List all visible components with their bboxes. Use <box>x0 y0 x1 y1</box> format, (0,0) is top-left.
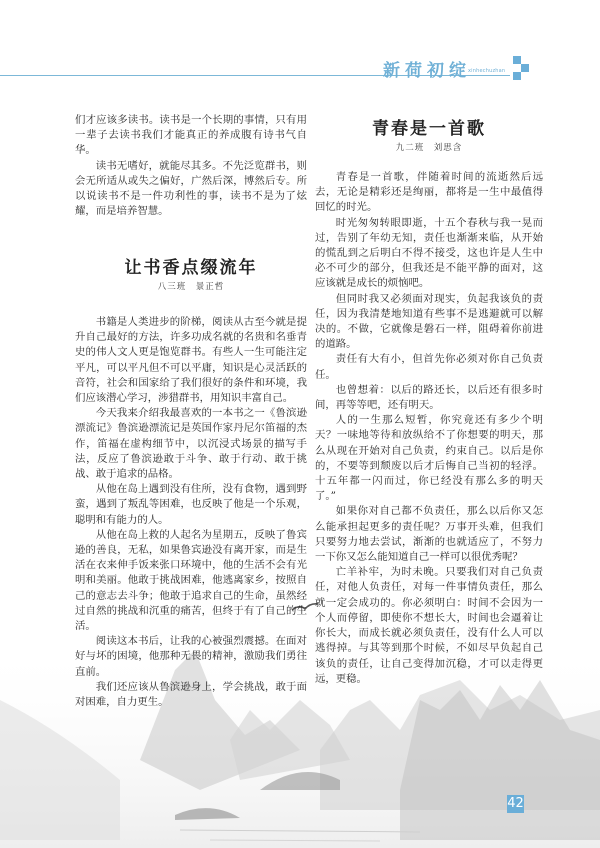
paragraph: 读书无嗜好，就能尽其多。不先泛览群书，则会无所适从或失之偏好，广然后深，博然后专。所以说读书不是一件功利性的事，读书不是为了炫耀，而是培养智慧。 <box>75 159 307 218</box>
paragraph: 但同时我又必须面对现实，负起我该负的责任，因为我清楚地知道有些事不是逃避就可以解决的。不做，它就像是磐石一样，阻碍着你前进的道路。 <box>315 292 543 351</box>
paragraph: 从他在岛上遇到没有住所，没有食物，遇到野蛮，遇到了叛乱等困难，也反映了他是一个乐观，聪明和有能力的人。 <box>75 483 307 526</box>
paragraph: 书籍是人类进步的阶梯，阅读从古至今就是提升自己最好的方法，许多功成名就的名贵和名垂青史的伟人文人更是饱览群书。有些人一生可能注定平凡，可以平凡但不可以平庸，知识是心灵活跃的音符，社会和国家给了我们很好的条件和环境，我们应该潜心学习，涉猎群书，用知识丰富自己。 <box>75 316 307 405</box>
paragraph: 也曾想着：以后的路还长，以后还有很多时间，再等等吧，还有明天。 <box>315 383 543 412</box>
paragraph: 时光匆匆转眼即逝，十五个春秋与我一晃而过，告别了年幼无知，责任也渐渐来临，从开始的慌乱到之后明白不得不接受，这也许是人生中必不可少的部分，但我还是不能平静的面对，这应该就是成长的烦恼吧。 <box>315 216 543 290</box>
article1-heading <box>75 253 307 292</box>
section-pinyin: xinhechuzhan <box>468 68 506 74</box>
paragraph: 们才应该多读书。读书是一个长期的事情，只有用一辈子去读书我们才能真正的养成腹有诗书气自华。 <box>75 114 307 157</box>
paragraph: 责任有大有小，但首先你必须对你自己负责任。 <box>315 353 543 381</box>
page-number: 42 <box>507 796 524 811</box>
paragraph: 今天我来介绍我最喜欢的一本书之一《鲁滨逊漂流记》鲁滨逊漂流记是英国作家丹尼尔笛福的杰作，笛福在虚构细节中，以沉浸式场景的描写手法，反应了鲁滨逊敢于斗争、敢于行动、敢于挑战、敢于追求的品格。 <box>75 407 307 481</box>
paragraph: 亡羊补牢，为时未晚。只要我们对自己负责任，对他人负责任，对每一件事情负责任，那么就一定会成功的。你必须明白：时间不会因为一个人而停留，即使你不想长大，时间也会逼着让你长大，而成长就必须负责任，没有什么人可以逃得掉。与其等到那个时候，不如尽早负起自己该负的责任，让自己变得加沉稳，才可以走得更远，更稳。 <box>315 566 543 685</box>
article2-title: 青春是一首歌 <box>372 119 486 139</box>
article2-body <box>315 170 543 687</box>
article1-body <box>75 315 307 710</box>
article-continued <box>75 113 307 219</box>
page-header <box>0 0 600 100</box>
paragraph: 青春是一首歌，伴随着时间的流逝然后远去，无论是精彩还是绚丽，都将是一生中最值得回忆的时光。 <box>315 171 543 214</box>
paragraph: 我们还应该从鲁滨逊身上，学会挑战，敢于面对困难，自力更生。 <box>75 680 307 709</box>
article1-author: 八三班 景正哲 <box>157 282 225 292</box>
paragraph: 从他在岛上救的人起名为星期五，反映了鲁宾逊的善良，无私，如果鲁宾逊没有离开家，而是生活在衣来伸手饭来张口环境中，他的生活不会有光明和美丽。他敢于挑战困难，他逃离家乡，按照自己的意志去斗争；他敢于追求自己的生命，虽然经过自然的挑战和沉重的痛苦，但终于有了自己的生活。 <box>75 528 307 633</box>
paragraph: 如果你对自己都不负责任，那么以后你又怎么能承担起更多的责任呢？万事开头难，但我们只要努力地去尝试，渐渐的也就适应了，不努力一下你又怎么能知道自己一样可以很优秀呢？ <box>315 505 543 564</box>
paragraph: 人的一生那么短暂，你究竟还有多少个明天？一味地等待和放纵给不了你想要的明天，那么从现在开始对自己负责，约束自己。以后是你的，不要等到颓废以后才后悔自己当初的轻浮。十五年都一闪而过，你已经没有那么多的明天了。” <box>315 414 543 503</box>
section-title: 新荷初绽 <box>383 61 471 81</box>
article2-author: 九二班 刘思含 <box>395 143 463 153</box>
paragraph: 阅读这本书后，让我的心被强烈震撼。在面对好与坏的困境，他那种无畏的精神，激励我们勇往直前。 <box>75 635 307 678</box>
article2-heading <box>315 114 543 153</box>
article1-title: 让书香点缀流年 <box>124 258 258 278</box>
